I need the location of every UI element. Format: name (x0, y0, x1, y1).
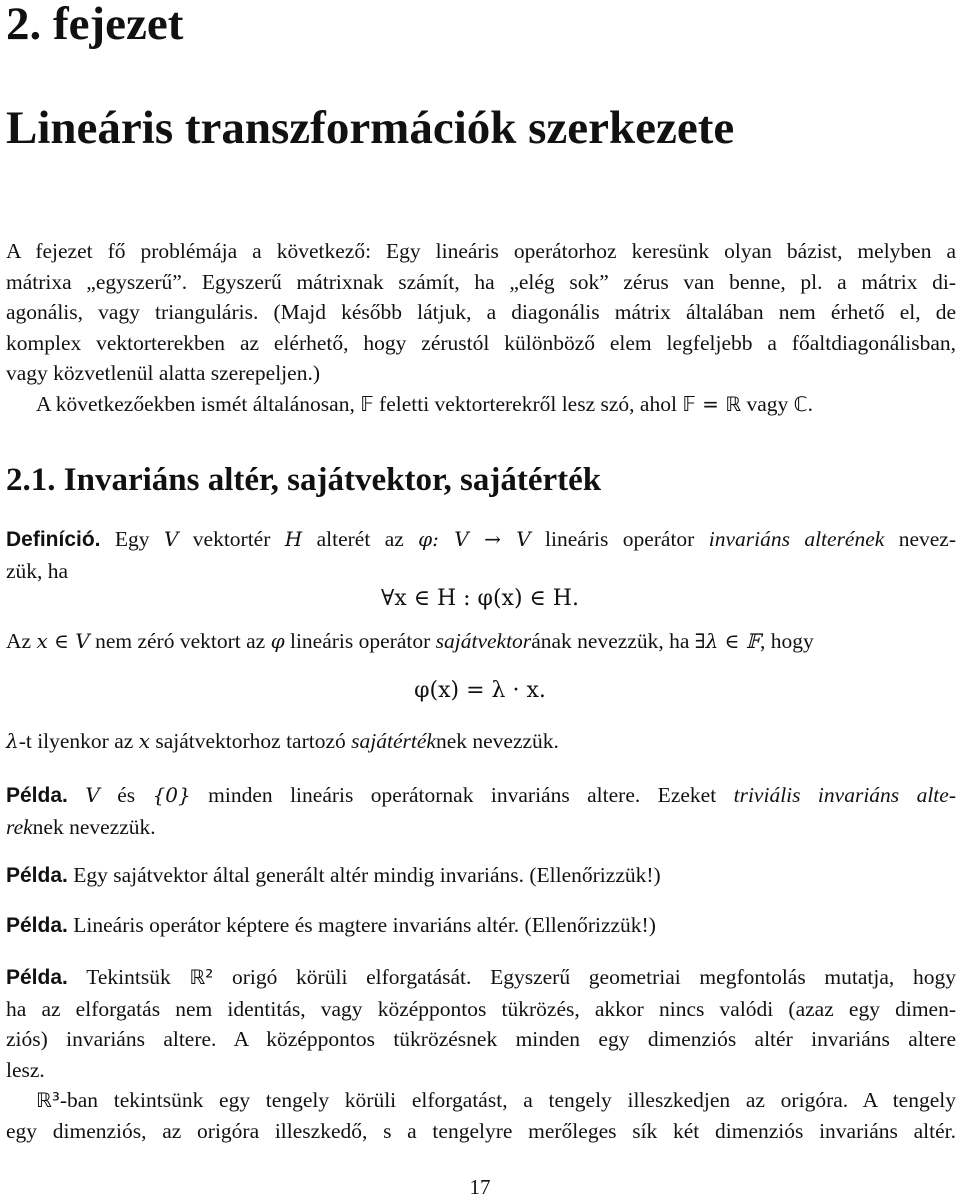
example-line (6, 812, 956, 843)
text: sajátvektorhoz tartozó (149, 729, 352, 753)
math-x: x (138, 729, 150, 753)
term-invariant-subspace: invariáns alterének (708, 527, 885, 551)
math-zero-set: {0} (152, 783, 191, 807)
math-lambda: λ (6, 729, 19, 753)
text: ának nevezzük, ha (531, 629, 695, 653)
math-V: V (85, 783, 100, 807)
intro-line: A fejezet fő problémája a következő: Egy lineáris operátorhoz keresünk olyan bázist, melyben a (6, 239, 956, 263)
text: vektortér (178, 527, 285, 551)
example-label: Példa. (6, 966, 68, 989)
term-eigenvalue: sajátérték (351, 729, 436, 753)
eigen-formula: φ(x) = λ · x. (414, 678, 546, 703)
math-x-in-V: x ∈ V (36, 629, 90, 653)
text: , hogy (760, 629, 814, 653)
page-number: 17 (469, 1175, 491, 1199)
eigen-line (6, 626, 956, 657)
example-label: Példa. (6, 784, 68, 807)
text: nek nevezzük. (435, 729, 559, 753)
example-1 (6, 780, 956, 842)
text: . (807, 391, 813, 416)
intro-line: mátrixa „egyszerű”. Egyszerű mátrixnak számít, ha „elég sok” zérus van benne, pl. a mátrix di- (6, 269, 956, 294)
text: vagy (741, 391, 794, 416)
text: Egy sajátvektor által generált altér mindig invariáns. (Ellenőrizzük!) (73, 863, 661, 887)
intro-line: agonális, vagy trianguláris. (Majd később látjuk, a diagonális mátrix általában nem érhető el, de (6, 300, 956, 324)
text: Egy (114, 527, 164, 551)
math-V: V (163, 527, 179, 551)
example-4 (6, 962, 956, 1146)
example-line: ha az elforgatás nem identitás, vagy középpontos tükrözés, akkor nincs valódi (azaz egy dimen- (6, 996, 956, 1021)
example-line: egy dimenziós, az origóra illeszkedő, s a tengelyre merőleges sík két dimenziós invariáns altér. (6, 1118, 956, 1143)
definition-line: zük, ha (6, 558, 69, 583)
term-trivial-invariant: triviális invariáns alte- (733, 783, 956, 807)
chapter-number: 2. fejezet (6, 0, 184, 50)
invariance-formula: ∀x ∈ H : φ(x) ∈ H. (381, 586, 579, 611)
chapter-title: Lineáris transzformációk szerkezete (6, 102, 735, 154)
math-F: 𝔽 (360, 391, 374, 416)
eigenvalue-paragraph (6, 726, 956, 757)
text: Tekintsük (86, 965, 190, 989)
example-2 (6, 860, 956, 892)
term-trivial-invariant-end: rek (6, 814, 33, 839)
text: nek nevezzük. (32, 814, 156, 839)
example-label: Példa. (6, 914, 68, 937)
example-line (6, 910, 956, 942)
example-line (6, 1085, 956, 1116)
text: Lineáris operátor képtere és magtere invariáns altér. (Ellenőrizzük!) (73, 913, 656, 937)
eigen-line (6, 726, 956, 757)
eigenvector-paragraph (6, 626, 956, 657)
text: nevez- (884, 527, 956, 551)
example-line (6, 860, 956, 892)
math-H: H (284, 527, 303, 551)
example-label: Példa. (6, 864, 68, 887)
text: -t ilyenkor az (18, 729, 139, 753)
term-eigenvector: sajátvektor (435, 629, 532, 653)
math-R2: ℝ² (189, 965, 214, 989)
text: A következőekben ismét általánosan, (36, 391, 361, 416)
definition-line (6, 524, 956, 556)
text: lineáris operátor (530, 527, 709, 551)
intro-paragraph (6, 236, 956, 419)
text: és (99, 783, 153, 807)
math-R3: ℝ³ (36, 1088, 60, 1112)
example-line: ziós) invariáns altere. A középpontos tükrözésnek minden egy dimenziós altér invariáns altere (6, 1027, 956, 1051)
text: -ban tekintsünk egy tengely körüli elforgatást, a tengely illeszkedjen az origóra. A tengely (59, 1088, 956, 1112)
text: feletti vektorterekről lesz szó, ahol (373, 391, 683, 416)
math-F-eq-R: 𝔽 = ℝ (682, 391, 742, 416)
example-3 (6, 910, 956, 942)
math-phi: φ (270, 629, 285, 653)
definition-label: Definíció. (6, 528, 101, 551)
intro-line: vagy közvetlenül alatta szerepeljen.) (6, 361, 320, 385)
definition-paragraph (6, 524, 956, 586)
example-line: lesz. (6, 1057, 45, 1082)
math-exists-lambda: ∃λ ∈ 𝔽 (694, 629, 760, 653)
text: Az (6, 629, 37, 653)
intro-field-sentence (6, 389, 956, 420)
example-line (6, 962, 956, 994)
text: minden lineáris operátornak invariáns altere. Ezeket (190, 783, 734, 807)
text: origó körüli elforgatását. Egyszerű geometriai megfontolás mutatja, hogy (213, 965, 956, 989)
text: alterét az (302, 527, 419, 551)
math-map: φ: V → V (418, 527, 531, 551)
intro-line: komplex vektorterekben az elérhető, hogy zérustól különböző elem legfeljebb a főaltdiagonálisban, (6, 330, 956, 355)
math-C: ℂ (793, 391, 808, 416)
text: nem zéró vektort az (89, 629, 271, 653)
section-heading: 2.1. Invariáns altér, sajátvektor, sajátérték (6, 462, 602, 498)
example-line (6, 780, 956, 812)
text: lineáris operátor (284, 629, 436, 653)
